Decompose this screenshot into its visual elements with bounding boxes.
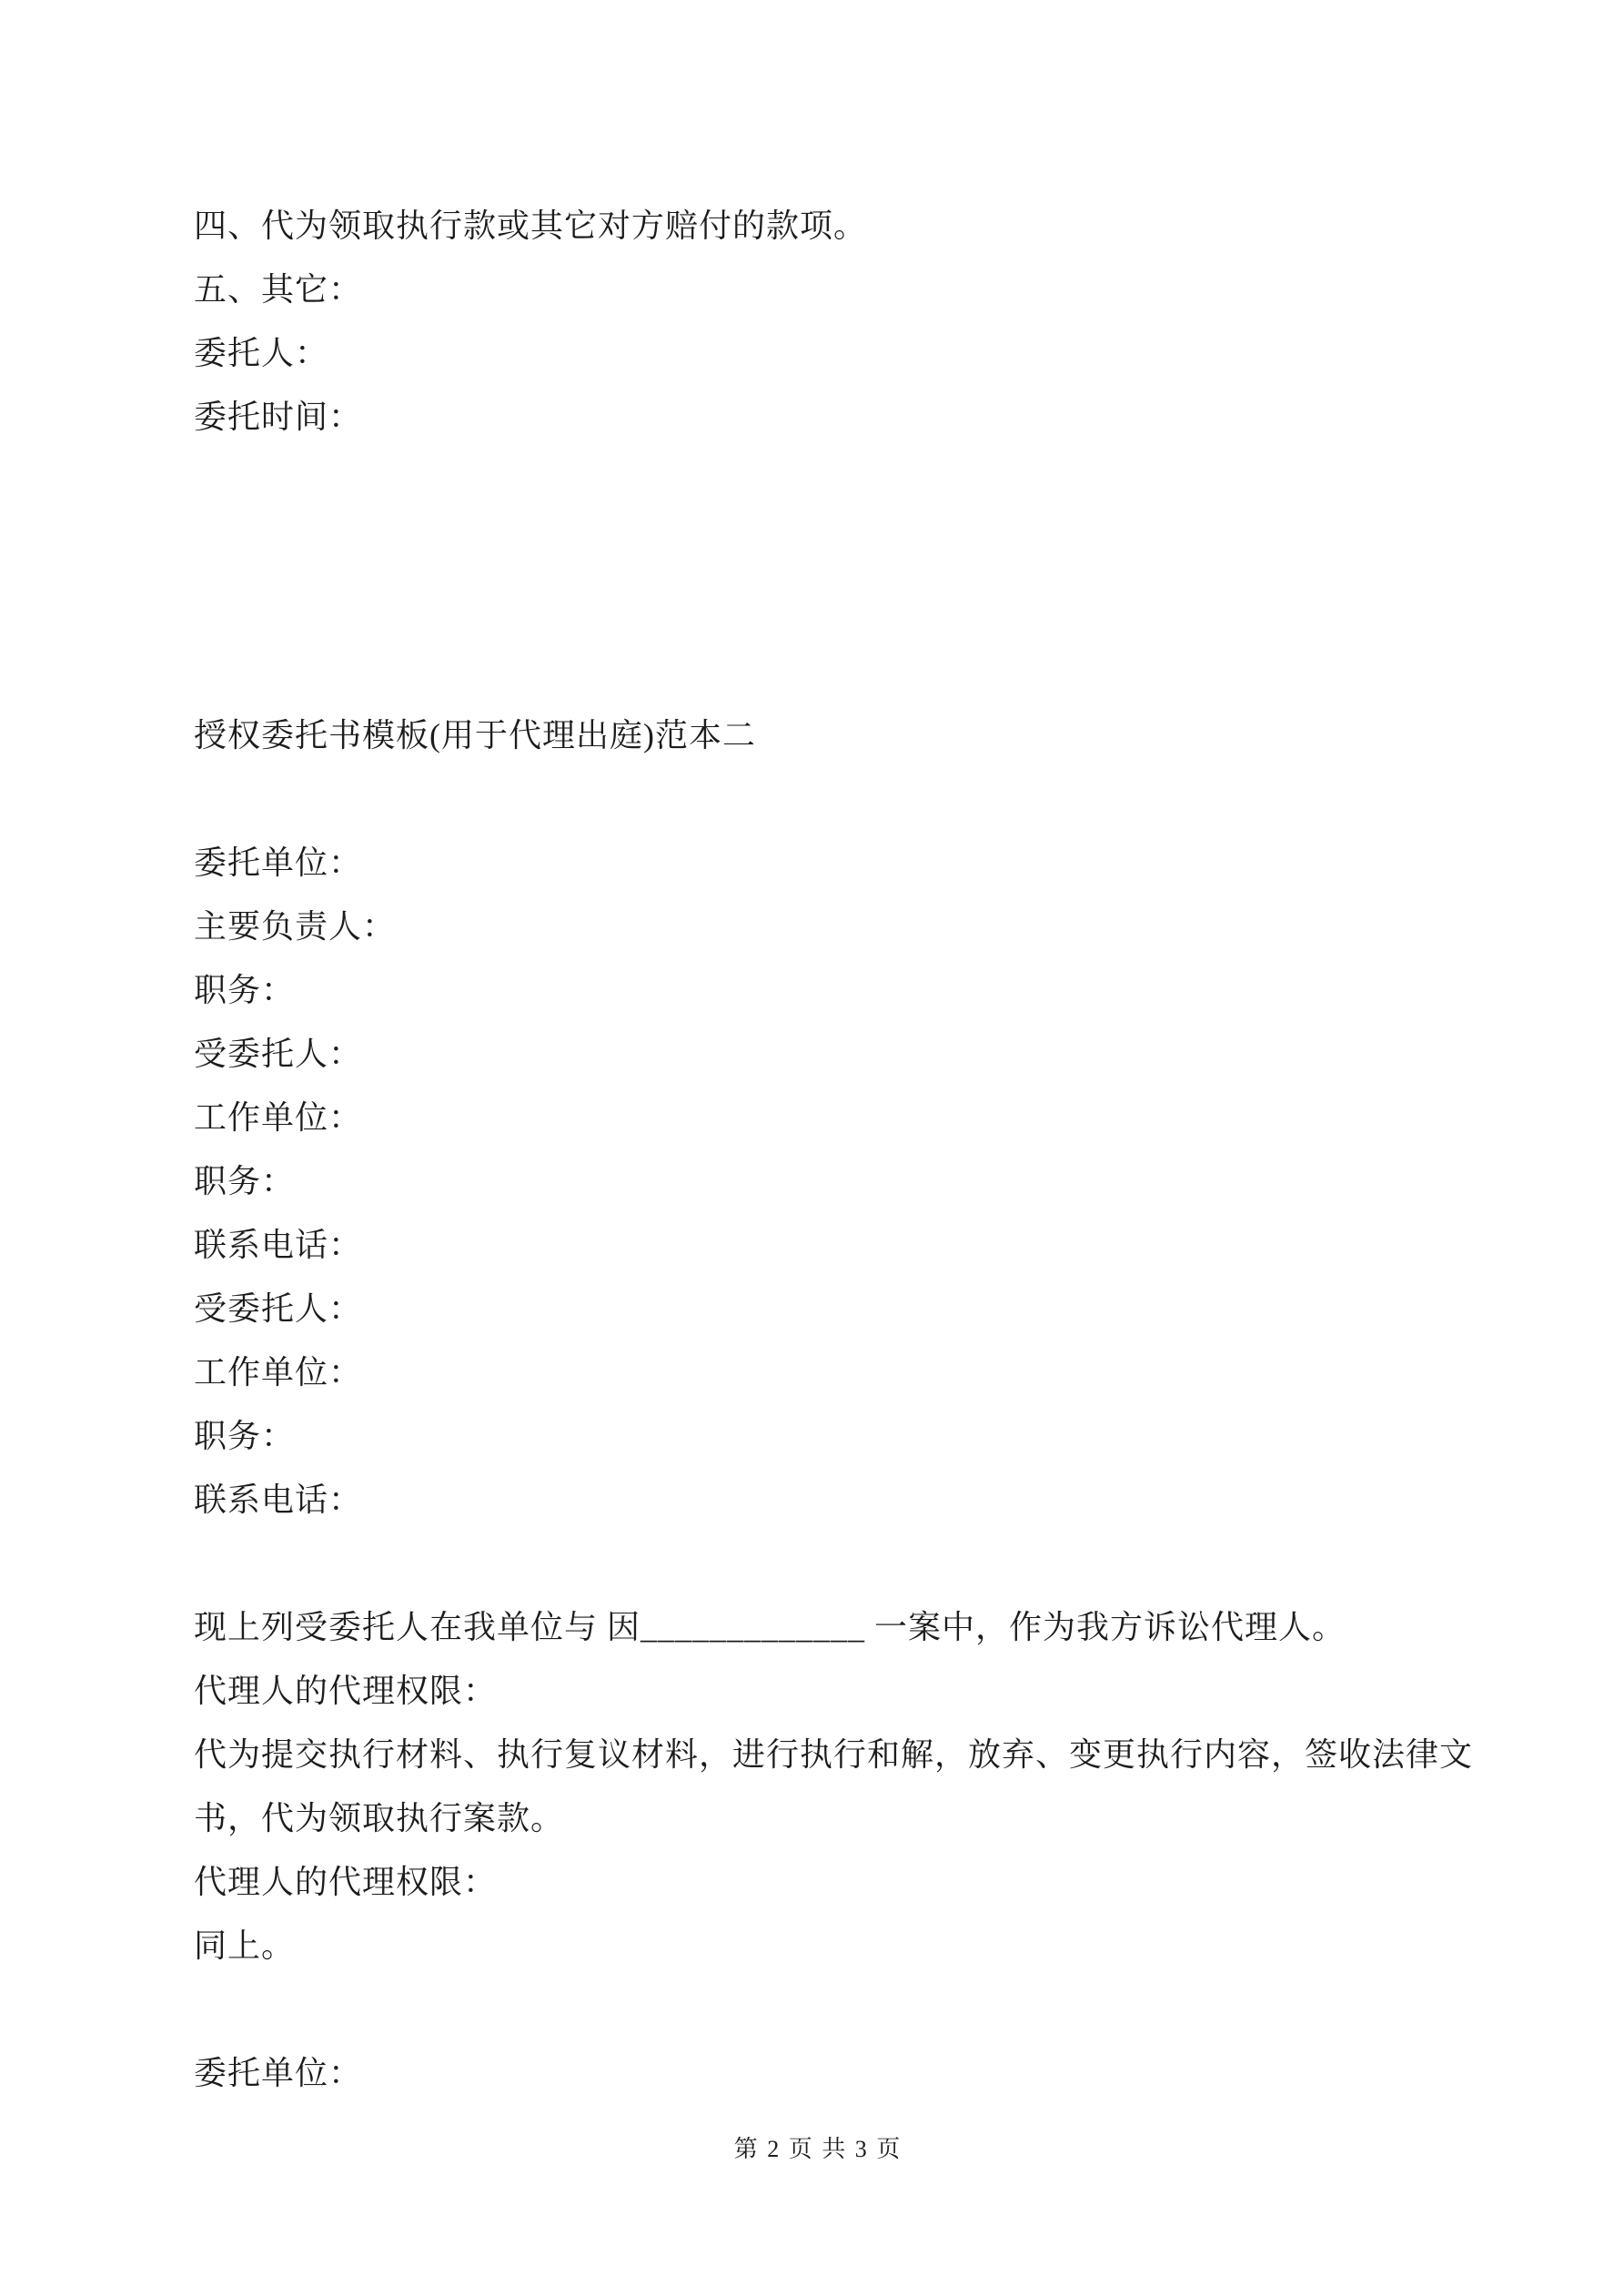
entrust-time-label: 委托时间：	[194, 399, 363, 435]
work-unit-label-2: 工作单位：	[194, 1354, 363, 1391]
authority-scope-label-2: 代理人的代理权限：	[194, 1864, 498, 1900]
responsible-person-label: 主要负责人：	[194, 908, 397, 945]
authority-scope-label: 代理人的代理权限：	[194, 1673, 498, 1709]
closing-entrust-unit-label: 委托单位：	[194, 2055, 363, 2091]
phone-label-2: 联系电话：	[194, 1482, 363, 1518]
authority-scope-text-line-1: 代为提交执行材料、执行复议材料，进行执行和解，放弃、变更执行内容，签收法律文	[194, 1736, 1474, 1773]
same-as-above-text: 同上。	[194, 1927, 296, 1964]
entrust-unit-label: 委托单位：	[194, 845, 363, 881]
phone-label: 联系电话：	[194, 1227, 363, 1263]
case-statement-line: 现上列受委托人在我单位与 因_____________ 一案中，作为我方诉讼代理人。	[194, 1609, 1347, 1645]
clause-item-4: 四、代为领取执行款或其它对方赔付的款项。	[194, 207, 868, 244]
clause-item-5: 五、其它：	[194, 271, 363, 308]
page-number-footer: 第 2 页 共 3 页	[733, 2136, 903, 2162]
attorney-label: 受委托人：	[194, 1036, 363, 1072]
position-label: 职务：	[194, 972, 296, 1008]
document-title: 授权委托书模板(用于代理出庭)范本二	[194, 717, 756, 754]
principal-label: 委托人：	[194, 335, 329, 371]
position-label-2: 职务：	[194, 1163, 296, 1199]
authority-scope-text-line-2: 书，代为领取执行案款。	[194, 1800, 565, 1836]
attorney-label-2: 受委托人：	[194, 1290, 363, 1327]
work-unit-label: 工作单位：	[194, 1099, 363, 1136]
position-label-3: 职务：	[194, 1418, 296, 1454]
